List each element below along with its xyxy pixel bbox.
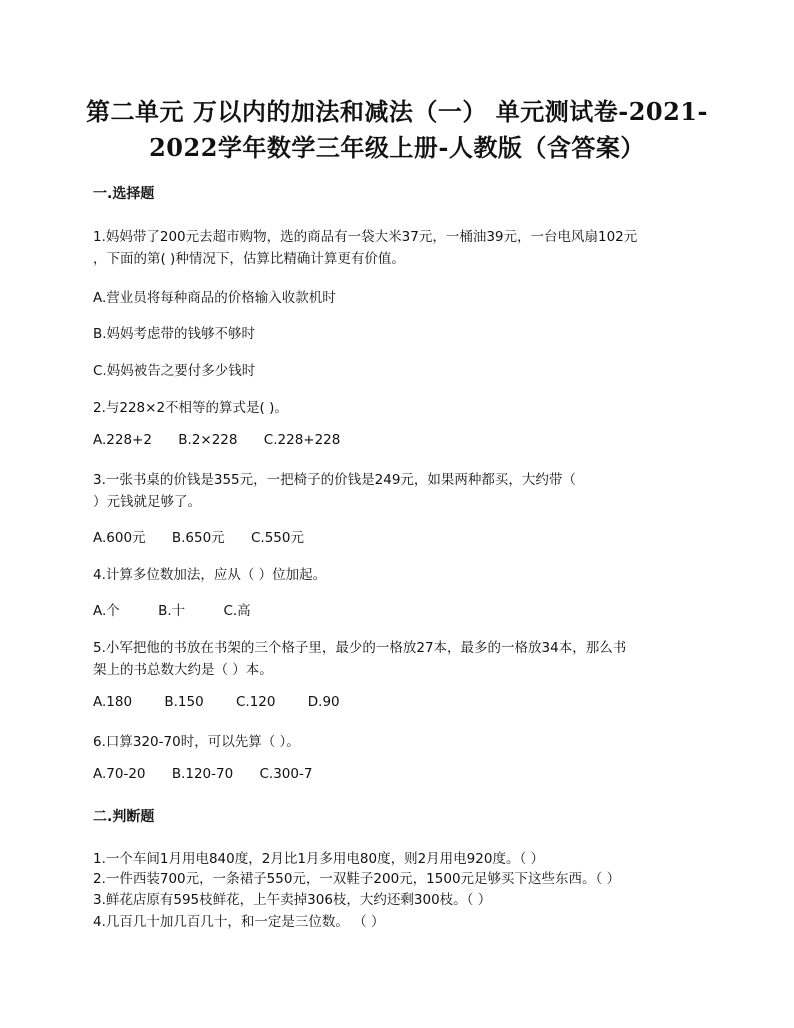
- judgement-item-3: 3.鲜花店原有595枝鲜花，上午卖掉306枝，大约还剩300枝。（ ）: [93, 892, 492, 908]
- question-6-text: 6.口算320-70时，可以先算（ ）。: [93, 734, 300, 750]
- question-5-line-2: 架上的书总数大约是（ ）本。: [93, 662, 273, 678]
- question-5-option: C.120: [235, 694, 276, 710]
- judgement-item-1: 1.一个车间1月用电840度，2月比1月多用电80度，则2月用电920度。（ ）: [93, 851, 544, 867]
- section-heading-judgement: 二.判断题: [93, 809, 155, 825]
- question-1-line-1: 1.妈妈带了200元去超市购物，选的商品有一袋大米37元，一桶油39元，一台电风扇102元: [93, 229, 638, 245]
- question-1-option-a: A.营业员将每种商品的价格输入收款机时: [93, 290, 336, 306]
- question-4-option: A.个: [93, 603, 120, 619]
- question-3-line-1: 3.一张书桌的价钱是355元，一把椅子的价钱是249元，如果两种都买，大约带（: [93, 472, 576, 488]
- question-1-line-2: ，下面的第( )种情况下，估算比精确计算更有价值。: [93, 251, 405, 267]
- question-6-option: B.120-70: [171, 766, 234, 782]
- question-4-option: B.十: [158, 603, 186, 619]
- question-5-options: [93, 694, 362, 710]
- question-2-options: [93, 432, 362, 448]
- question-5-option: A.180: [93, 694, 133, 710]
- question-4-options: [93, 599, 273, 619]
- question-3-option: B.650元: [171, 530, 225, 546]
- question-2-option: B.2×228: [178, 432, 238, 448]
- question-6-option: A.70-20: [93, 766, 146, 782]
- section-heading-choice: 一.选择题: [93, 186, 155, 202]
- question-3-options: [93, 526, 326, 546]
- question-6-options: [93, 766, 334, 782]
- question-4-text: 4.计算多位数加法，应从（ ）位加起。: [93, 567, 327, 583]
- question-2-option: A.228+2: [93, 432, 152, 448]
- document-title-line-1: 第二单元 万以内的加法和减法（一） 单元测试卷-2021-: [86, 97, 708, 126]
- document-title-line-2: 2022学年数学三年级上册-人教版（含答案）: [149, 133, 645, 162]
- question-2-option: C.228+228: [263, 432, 341, 448]
- question-3-option: A.600元: [93, 530, 146, 546]
- judgement-item-4: 4.几百几十加几百几十，和一定是三位数。 （ ）: [93, 914, 385, 930]
- question-1-option-b: B.妈妈考虑带的钱够不够时: [93, 326, 256, 342]
- question-4-option: C.高: [223, 603, 251, 619]
- judgement-item-2: 2.一件西装700元，一条裙子550元，一双鞋子200元，1500元足够买下这些东西。（ ）: [93, 871, 621, 887]
- question-5-option: D.90: [307, 694, 340, 710]
- question-5-option: B.150: [164, 694, 204, 710]
- question-1-option-c: C.妈妈被告之要付多少钱时: [93, 363, 256, 379]
- question-3-line-2: ）元钱就足够了。: [93, 494, 201, 510]
- question-6-option: C.300-7: [259, 766, 313, 782]
- question-3-option: C.550元: [250, 530, 304, 546]
- question-2-text: 2.与228×2不相等的算式是( )。: [93, 400, 288, 416]
- question-5-line-1: 5.小军把他的书放在书架的三个格子里，最少的一格放27本，最多的一格放34本，那么书: [93, 640, 627, 656]
